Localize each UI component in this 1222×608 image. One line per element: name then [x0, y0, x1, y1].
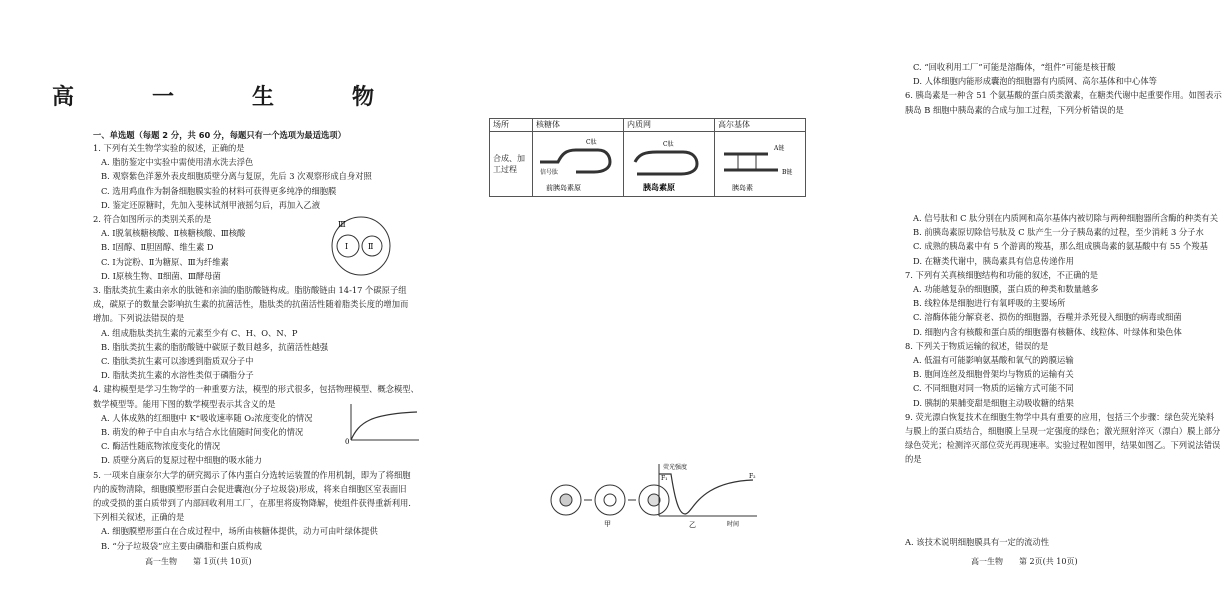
caption-preproinsulin: 前胰岛素原: [546, 184, 581, 192]
text-line: B. 萌发的种子中自由水与结合水比值随时间变化的情况: [101, 427, 304, 437]
text-line: B. 脂肽类抗生素的脂肪酸链中碳原子数目越多，抗菌活性越强: [101, 341, 329, 352]
page-1: [0, 0, 430, 608]
text-line: 的或受损的蛋白质带到了内部回收利用工厂，在那里将废物降解，使组件获得重新利用.: [93, 498, 411, 508]
text-line: 增加。下列说法错误的是: [93, 313, 185, 324]
fig9-yi-graph: [653, 460, 763, 530]
q2-venn-diagram: [330, 215, 392, 277]
svg-text:F₂: F₂: [749, 473, 756, 480]
text-line: C. 不同细胞对同一物质的运输方式可能不同: [913, 383, 1074, 394]
text-line: 与膜上的蛋白质结合，细胞膜上呈现一定强度的绿色；激光照射淬灭（漂白）膜上部分: [905, 426, 1221, 436]
text-line: A. 组成脂肽类抗生素的元素至少有 C、H、O、N、P: [101, 327, 298, 338]
caption-proinsulin: 胰岛素原: [643, 182, 675, 192]
svg-text:C肽: C肽: [663, 141, 674, 148]
svg-text:信号肽: 信号肽: [540, 169, 559, 176]
svg-text:C肽: C肽: [586, 139, 597, 146]
preproinsulin-diagram: [536, 132, 620, 194]
text-line: B. 胞间连丝及细胞骨架均与物质的运输有关: [913, 369, 1074, 380]
text-line: A. 功能越复杂的细胞膜，蛋白质的种类和数量越多: [913, 284, 1099, 294]
fig2-label-2: Ⅱ: [368, 242, 374, 251]
text-line: A. 低温有可能影响氨基酸和氧气的跨膜运输: [913, 355, 1074, 365]
insulin-diagram: [718, 132, 802, 194]
text-line: 绿色荧光；检测淬灭部位荧光再现速率。实验过程如图甲，结果如图乙。下列说法错误: [905, 440, 1221, 451]
table-header: 高尔基体: [715, 119, 806, 132]
fig9-yi-label: 乙: [689, 521, 696, 529]
text-line: 胰岛 B 细胞中胰岛素的合成与加工过程，下列分析错误的是: [905, 104, 1124, 115]
svg-text:F₁: F₁: [661, 475, 668, 482]
fig9-jia-label: 甲: [604, 520, 611, 528]
text-line: C. 酶活性随底物浓度变化的情况: [101, 441, 221, 452]
text-line: B. 前胰岛素原切除信号肽及 C 肽产生一分子胰岛素的过程，至少消耗 3 分子水: [913, 227, 1204, 238]
text-line: 成，碳原子的数量会影响抗生素的抗菌活性，脂肽类的抗菌活性随着脂类长度的增加而: [93, 299, 409, 310]
svg-text:时间: 时间: [727, 521, 740, 528]
text-line: D. 质壁分离后的复原过程中细胞的吸水能力: [101, 455, 262, 466]
text-line: A. 人体成熟的红细胞中 K⁺吸收速率随 O₂浓度变化的情况: [101, 412, 313, 423]
insulin-synthesis-table: [489, 118, 806, 197]
section-heading: 一、单选题（每题 2 分，共 60 分，每题只有一个选项为最适选项）: [93, 130, 346, 140]
fig2-label-1: Ⅰ: [345, 242, 349, 251]
text-line: D. 人体细胞内能形成囊泡的细胞器有内质网、高尔基体和中心体等: [913, 76, 1157, 87]
text-line: C. 溶酶体能分解衰老、损伤的细胞器，吞噬并杀死侵入细胞的病毒或细菌: [913, 312, 1182, 323]
golgi-cell: [715, 132, 806, 197]
q9-option-a: A. 该技术说明细胞膜具有一定的流动性: [905, 537, 1050, 547]
text-line: 9. 荧光漂白恢复技术在细胞生物学中具有重要的应用，包括三个步骤：绿色荧光染料: [905, 411, 1215, 422]
text-line: 2. 符合如图所示的类别关系的是: [93, 214, 212, 224]
caption-insulin: 胰岛素: [732, 184, 753, 192]
text-line: 8. 下列关于物质运输的叙述，错误的是: [905, 340, 1049, 351]
text-line: D. 细胞内含有核酸和蛋白质的细胞器有核糖体、线粒体、叶绿体和染色体: [913, 326, 1182, 337]
text-line: C. Ⅰ为淀粉、Ⅱ为糖原、Ⅲ为纤维素: [101, 256, 229, 267]
text-line: 的是: [905, 454, 922, 465]
text-line: 下列相关叙述，正确的是: [93, 512, 185, 523]
svg-text:荧光强度: 荧光强度: [663, 464, 688, 471]
text-line: 数学模型等。能用下图的数学模型表示其含义的是: [93, 398, 276, 409]
text-line: B. Ⅰ固醇、Ⅱ胆固醇、维生素 D: [101, 242, 214, 253]
table-row-label: 合成、加工过程: [490, 132, 533, 197]
text-line: B. 线粒体是细胞进行有氧呼吸的主要场所: [913, 298, 1066, 309]
table-header: 场所: [490, 119, 533, 132]
text-line: D. 在糖类代谢中，胰岛素具有信息传递作用: [913, 255, 1074, 266]
footer-page-2: 高一生物 第 2页(共 10页): [971, 557, 1078, 566]
text-line: D. 胰制的果脯变甜是细胞主动吸收糖的结果: [913, 397, 1074, 408]
text-line: D. Ⅰ原核生物、Ⅱ细菌、Ⅲ酵母菌: [101, 270, 221, 281]
text-line: 7. 下列有关真核细胞结构和功能的叙述，不正确的是: [905, 269, 1099, 280]
text-line: C. 选用鸡血作为制备细胞膜实验的材料可获得更多纯净的细胞膜: [101, 185, 337, 196]
text-line: 3. 脂肽类抗生素由亲水的肽链和亲油的脂肪酸链构成。脂肪酸链由 14-17 个碳原子组: [93, 285, 407, 295]
fig4-origin: 0: [345, 438, 350, 446]
text-line: 1. 下列有关生物学实验的叙述，正确的是: [93, 143, 245, 153]
svg-text:A链: A链: [774, 145, 785, 152]
ribosome-cell: [533, 132, 624, 197]
footer-page-1: 高一生物 第 1页(共 10页): [145, 557, 252, 566]
text-line: C. “回收利用工厂”可能是溶酶体，“组件”可能是核苷酸: [913, 62, 1116, 72]
text-line: A. 信号肽和 C 肽分别在内质网和高尔基体内被切除与两种细胞器所含酶的种类有关: [913, 213, 1218, 223]
text-line: D. 脂肽类抗生素的水溶性类似于磷脂分子: [101, 370, 254, 381]
text-line: 6. 胰岛素是一种含 51 个氨基酸的蛋白质类激素，在糖类代谢中起重要作用。如图表示: [905, 90, 1222, 101]
text-line: A. Ⅰ脱氧核糖核酸、Ⅱ核糖核酸、Ⅲ核酸: [101, 228, 246, 239]
text-line: 内的废物清除，细胞膜塑形蛋白会促进囊泡(分子垃圾袋)形成，将来自细胞区室表面旧: [93, 483, 407, 494]
svg-text:B链: B链: [782, 169, 793, 176]
text-line: C. 成熟的胰岛素中有 5 个游离的羧基，那么组成胰岛素的氨基酸中有 55 个羧基: [913, 241, 1208, 252]
exam-title: 高 一 生 物: [51, 85, 402, 110]
text-line: C. 脂肽类抗生素可以渗透到脂质双分子中: [101, 356, 254, 366]
er-cell: [624, 132, 715, 197]
table-header: 核糖体: [533, 119, 624, 132]
text-line: 5. 一项来自康奈尔大学的研究揭示了体内蛋白分选转运装置的作用机制，即为了将细胞: [93, 469, 411, 480]
proinsulin-diagram: [627, 132, 711, 194]
text-line: B. “分子垃圾袋”应主要由磷脂和蛋白质构成: [101, 540, 262, 551]
text-line: A. 脂肪鉴定中实验中需使用清水洗去浮色: [101, 157, 254, 168]
text-line: B. 观察紫色洋葱外表皮细胞质壁分离与复原，先后 3 次观察形成自身对照: [101, 171, 372, 182]
table-header: 内质网: [624, 119, 715, 132]
text-line: A. 细胞膜塑形蛋白在合成过程中，场所由核糖体提供，动力可由叶绿体提供: [101, 526, 378, 537]
text-line: 4. 建构模型是学习生物学的一种重要方法，模型的形式很多，包括物理模型、概念模型、: [93, 384, 419, 395]
q4-curve-graph: [345, 402, 423, 444]
text-line: D. 鉴定还原糖时，先加入斐林试剂甲液摇匀后，再加入乙液: [101, 199, 321, 210]
fig2-label-3: Ⅲ: [338, 220, 346, 229]
